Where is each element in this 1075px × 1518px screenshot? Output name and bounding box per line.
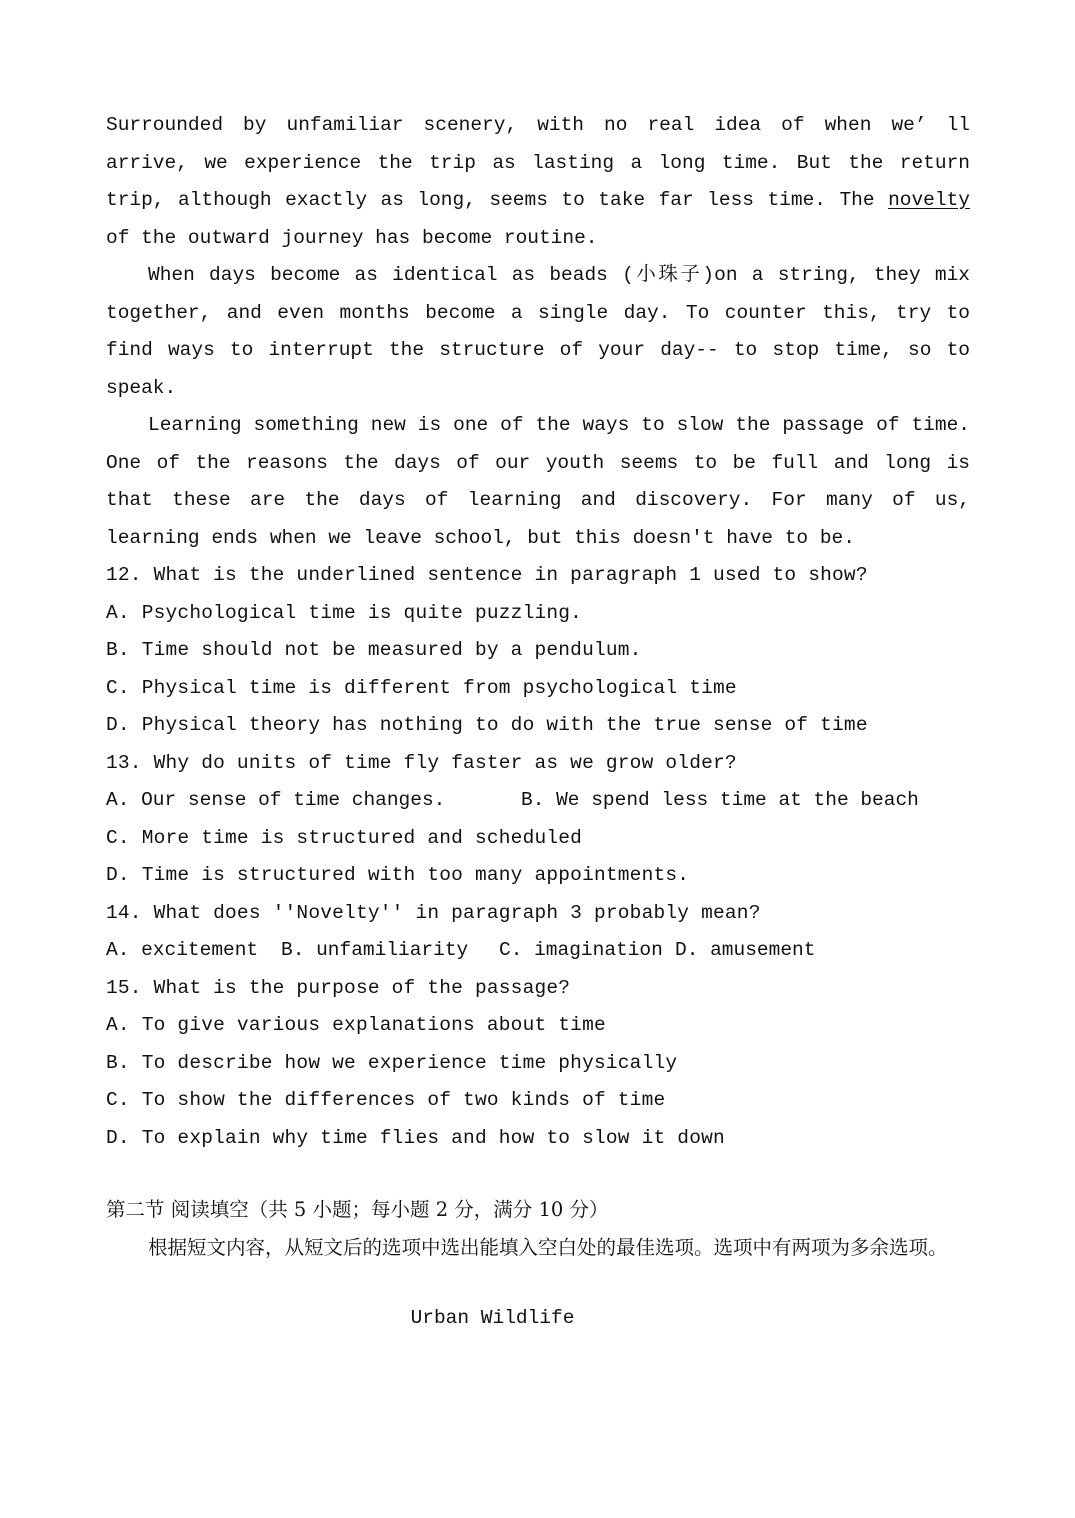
question-13-option-d: D. Time is structured with too many appointments. (106, 864, 690, 886)
document-page (106, 107, 970, 1338)
question-15-option-b: B. To describe how we experience time physically (106, 1051, 678, 1074)
question-12-option-d: D. Physical theory has nothing to do with the true sense of time (106, 714, 868, 736)
paragraph-1-text: Surrounded by unfamiliar scenery, with no real idea of when we’ ll arrive, we experience the trip as lasting a long time. But the return trip, although exactly as long, seems to take far less time. The (106, 114, 970, 211)
question-13-options-ab (106, 782, 970, 820)
question-14-options (106, 932, 970, 970)
question-12-stem: 12. What is the underlined sentence in paragraph 1 used to show? (106, 564, 868, 586)
section-2-instruction: 根据短文内容，从短文后的选项中选出能填入空白处的最佳选项。选项中有两项为多余选项。 (148, 1235, 948, 1259)
question-15-option-a: A. To give various explanations about time (106, 1014, 606, 1036)
question-15-stem: 15. What is the purpose of the passage? (106, 976, 571, 999)
question-13-option-b: B. We spend less time at the beach (521, 789, 919, 811)
question-13-option-a: A. Our sense of time changes. (106, 789, 446, 811)
underlined-word-novelty: novelty (888, 189, 970, 211)
question-15-option-d: D. To explain why time flies and how to slow it down (106, 1126, 725, 1149)
passage-paragraph-2: When days become as identical as beads (小珠子)on a string, they mix together, and even months become a single day. To counter this, try to find ways to interrupt the structure of your day-- to stop time, so to speak. (106, 264, 970, 399)
section-2-heading: 第二节 阅读填空（共 5 小题；每小题 2 分，满分 10 分） (106, 1198, 609, 1221)
question-14-option-c: C. imagination (499, 939, 663, 961)
paragraph-1-text-end: of the outward journey has become routine. (106, 226, 598, 249)
question-14-option-d: D. amusement (675, 939, 816, 961)
question-12-option-c: C. Physical time is different from psychological time (106, 676, 737, 699)
question-15-option-c: C. To show the differences of two kinds of time (106, 1089, 666, 1111)
passage-paragraph-1 (106, 107, 970, 257)
question-13-stem: 13. Why do units of time fly faster as we grow older? (106, 751, 737, 774)
question-12-option-a: A. Psychological time is quite puzzling. (106, 601, 583, 624)
question-12-option-b: B. Time should not be measured by a pendulum. (106, 639, 642, 661)
question-14-option-a: A. excitement (106, 939, 259, 961)
question-13-option-c: C. More time is structured and scheduled (106, 826, 583, 849)
passage-paragraph-3: Learning something new is one of the ways to slow the passage of time. One of the reasons the days of our youth seems to be full and long is that these are the days of learning and discovery. For many of us, learning ends when we leave school, but this doesn't have to be. (106, 414, 970, 549)
question-14-option-b: B. unfamiliarity (281, 939, 469, 961)
passage-title: Urban Wildlife (410, 1307, 575, 1329)
question-14-stem: 14. What does ''Novelty'' in paragraph 3 probably mean? (106, 901, 761, 924)
